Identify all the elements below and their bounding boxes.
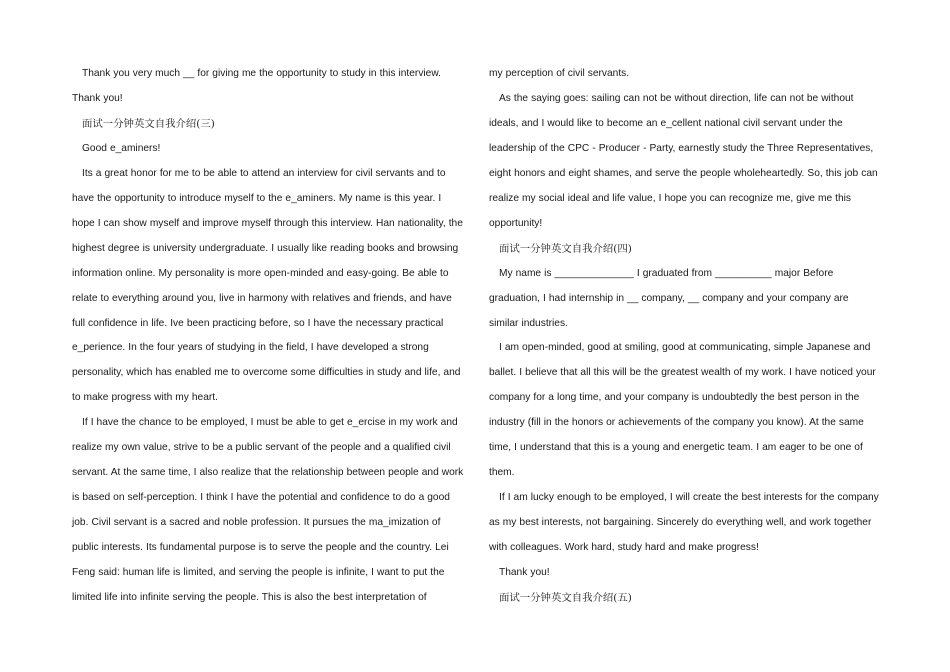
paragraph: As the saying goes: sailing can not be without direction, life can not be without ideals, and I would like to become an e_cellent national civil servant under the leadership of the CPC - Producer - Party, earnestly study the Three Representatives, eight honors and eight shames, and serve the people wholeheartedly. So, this job can realize my social ideal and life value, I hope you can recognize me, give me this opportunity! xyxy=(489,92,878,229)
section-heading: 面试一分钟英文自我介绍(四) xyxy=(499,242,632,255)
right-column xyxy=(489,62,881,611)
paragraph: Thank you very much __ for giving me the opportunity to study in this interview. xyxy=(82,68,441,79)
paragraph: Good e_aminers! xyxy=(82,142,161,154)
section-heading: 面试一分钟英文自我介绍(五) xyxy=(499,592,632,605)
paragraph: my perception of civil servants. xyxy=(489,68,630,79)
paragraph: I am open-minded, good at smiling, good at communicating, simple Japanese and ballet. I believe that all this will be the greatest wealth of my work. I have noticed your company for a long time, and your company is undoubtedly the best person in the industry (fill in the honors or achievements of the company you know). At the same time, I understand that this is a young and energetic team. I am eager to be one of them. xyxy=(489,342,876,479)
paragraph: Thank you! xyxy=(72,92,123,104)
section-heading: 面试一分钟英文自我介绍(三) xyxy=(82,117,215,130)
paragraph: If I have the chance to be employed, I must be able to get e_ercise in my work and realize my own value, strive to be a public servant of the people and a qualified civil servant. At the same time, I also realize that the relationship between people and work is based on self-perception. I think I have the potential and confidence to do a good job. Civil servant is a sacred and noble profession. It pursues the ma_imization of public interests. Its fundamental purpose is to serve the people and the country. Lei Feng said: human life is limited, and serving the people is infinite, I want to put the limited life into infinite serving the people. This is also the best interpretation of xyxy=(72,417,464,604)
paragraph: My name is ______________ I graduated from __________ major Before graduation, I had internship in __ company, __ company and your company are similar industries. xyxy=(489,267,849,329)
paragraph: Its a great honor for me to be able to attend an interview for civil servants and to have the opportunity to introduce myself to the e_aminers. My name is this year. I hope I can show myself and improve myself through this interview. Han nationality, the highest degree is university undergraduate. I usually like reading books and browsing information online. My personality is more open-minded and easy-going. Be able to relate to everything around you, live in harmony with relatives and friends, and have full confidence in life. Ive been practicing before, so I have the necessary practical e_perience. In the four years of studying in the field, I have developed a strong personality, which has enabled me to overcome some difficulties in study and life, and to make progress with my heart. xyxy=(72,167,463,404)
paragraph: If I am lucky enough to be employed, I will create the best interests for the company as my best interests, not bargaining. Sincerely do everything well, and work together with colleagues. Work hard, study hard and make progress! xyxy=(489,492,879,554)
left-column xyxy=(72,62,464,611)
paragraph: Thank you! xyxy=(499,567,550,579)
